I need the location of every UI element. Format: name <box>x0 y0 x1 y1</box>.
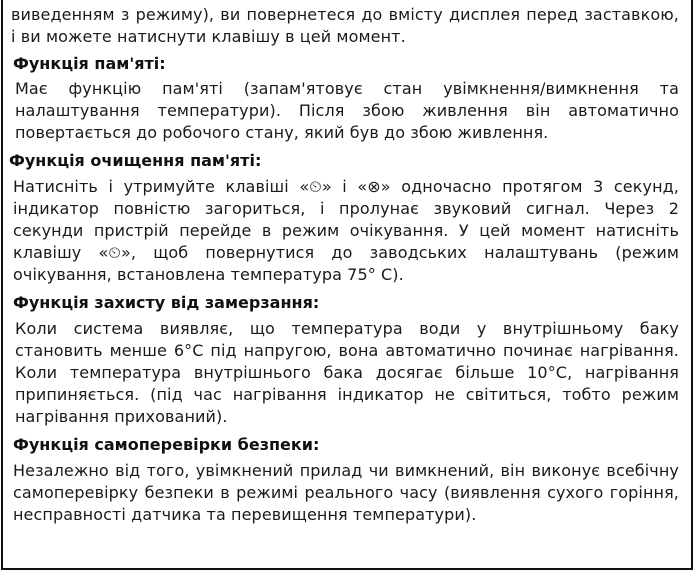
memory-clear-heading: Функція очищення пам'яті: <box>9 151 262 170</box>
freeze-protection-text: Коли система виявляє, що температура води у внутрішньому баку становить менше 6°С під напругою, вона автоматично починає нагрівання. Коли температура внутрішнього бака досягає більше 10°С, нагрівання припиняється. (під час нагрівання індикатор не світиться, тобто режим нагрівання прихований). <box>15 319 679 426</box>
self-check-heading: Функція самоперевірки безпеки: <box>13 435 320 454</box>
memory-function-text: Має функцію пам'яті (запам'ятовує стан увімкнення/вимкнення та налаштування температури). Після збою живлення він автоматично повертається до робочого стану, який був до збою живлення. <box>15 79 679 142</box>
memory-function-heading: Функція пам'яті: <box>13 54 166 73</box>
memory-clear-text: Натисніть і утримуйте клавіші «⏲» і «⊗» одночасно протягом 3 секунд, індикатор повністю загориться, і пролунає звуковий сигнал. Через 2 секунди пристрій перейде в режим очікування. У цей момент натисніть клавішу «⏲», щоб повернутися до заводських налаштувань (режим очікування, встановлена температура 75° С). <box>13 177 679 284</box>
document-page <box>1 0 693 570</box>
intro-paragraph: виведенням з режиму), ви повернетеся до вмісту дисплея перед заставкою, і ви можете натиснути клавішу в цей момент. <box>11 5 679 46</box>
freeze-protection-heading: Функція захисту від замерзання: <box>13 293 320 312</box>
self-check-text: Незалежно від того, увімкнений прилад чи вимкнений, він виконує всебічну самоперевірку безпеки в режимі реального часу (виявлення сухого горіння, несправності датчика та перевищення температури). <box>13 461 679 524</box>
